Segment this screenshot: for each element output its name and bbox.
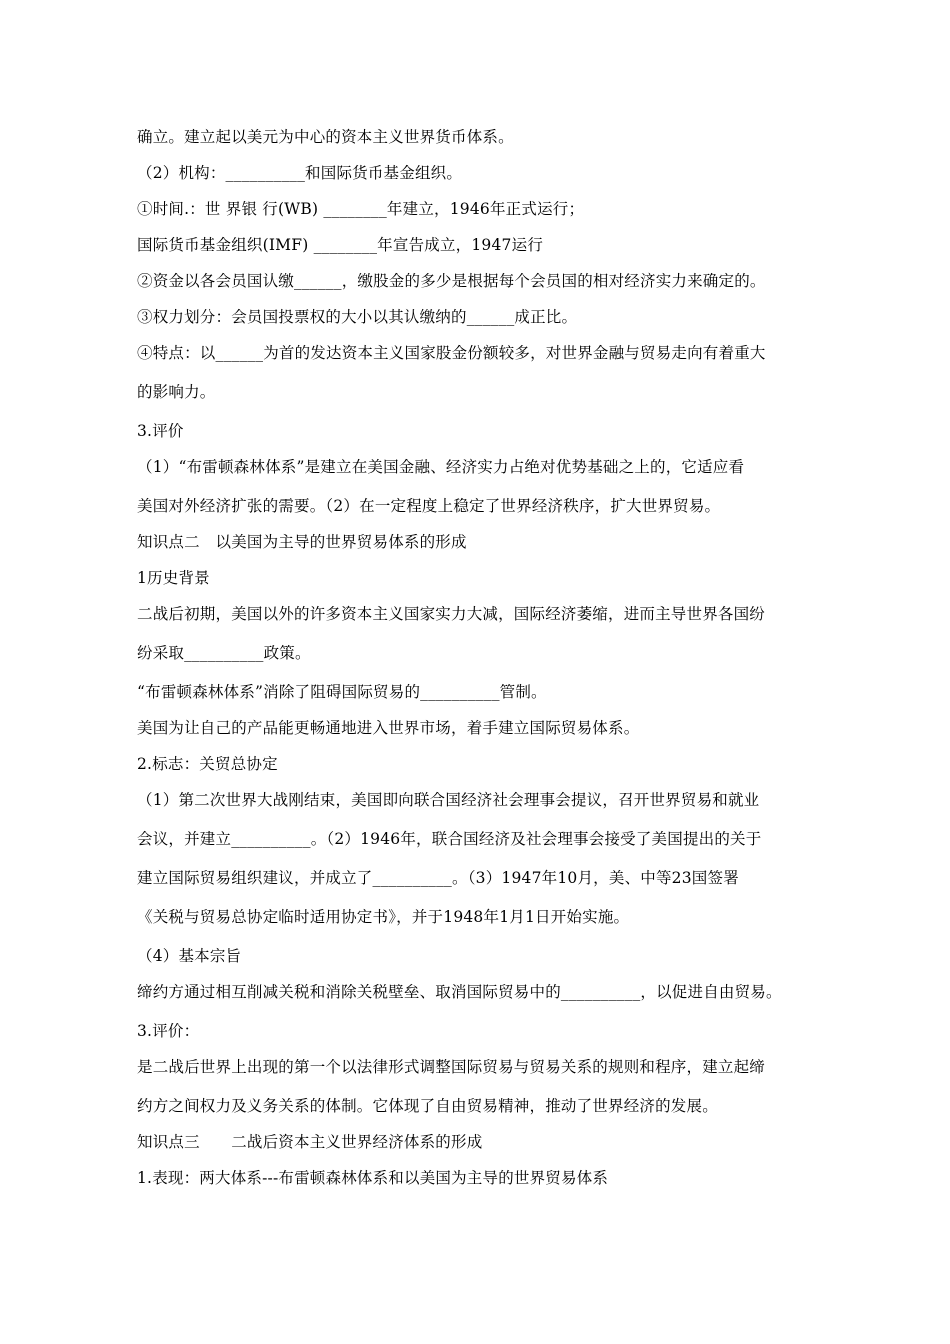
text-line: ①时间.：世 界银 行(WB) ________年建立，1946年正式运行； bbox=[137, 200, 585, 218]
text-line: 建立国际贸易组织建议，并成立了__________。（3）1947年10月，美、中等23国签署 bbox=[137, 869, 739, 887]
text-line: 缔约方通过相互削减关税和消除关税壁垒、取消国际贸易中的__________，以促进自由贸易。 bbox=[137, 983, 782, 1001]
text-line: 是二战后世界上出现的第一个以法律形式调整国际贸易与贸易关系的规则和程序，建立起缔 bbox=[137, 1058, 766, 1076]
text-line: 美国对外经济扩张的需要。（2）在一定程度上稳定了世界经济秩序，扩大世界贸易。 bbox=[137, 497, 721, 515]
text-line: （4）基本宗旨 bbox=[137, 947, 242, 965]
text-line: 会议，并建立__________。（2）1946年，联合国经济及社会理事会接受了美国提出的关于 bbox=[137, 830, 762, 848]
section-heading: 2.标志：关贸总协定 bbox=[137, 755, 278, 773]
text-line: 1.表现：两大体系---布雷顿森林体系和以美国为主导的世界贸易体系 bbox=[137, 1169, 609, 1187]
knowledge-point-heading: 知识点二 以美国为主导的世界贸易体系的形成 bbox=[137, 533, 467, 551]
text-line: 美国为让自己的产品能更畅通地进入世界市场，着手建立国际贸易体系。 bbox=[137, 719, 640, 737]
section-heading: 3.评价 bbox=[137, 422, 184, 440]
text-line: 二战后初期，美国以外的许多资本主义国家实力大减，国际经济萎缩，进而主导世界各国纷 bbox=[137, 605, 766, 623]
text-line: 的影响力。 bbox=[137, 383, 216, 401]
text-line: 纷采取__________政策。 bbox=[137, 644, 311, 662]
text-line: （2）机构：__________和国际货币基金组织。 bbox=[137, 164, 463, 182]
text-line: 国际货币基金组织(IMF) ________年宣告成立，1947运行 bbox=[137, 236, 544, 254]
text-line: （1）“布雷顿森林体系”是建立在美国金融、经济实力占绝对优势基础之上的，它适应看 bbox=[137, 458, 745, 476]
text-line: 《关税与贸易总协定临时适用协定书》，并于1948年1月1日开始实施。 bbox=[137, 908, 630, 926]
text-line: 确立。建立起以美元为中心的资本主义世界货币体系。 bbox=[137, 128, 514, 146]
text-line: “布雷顿森林体系”消除了阻碍国际贸易的__________管制。 bbox=[137, 683, 547, 701]
text-line: ②资金以各会员国认缴______，缴股金的多少是根据每个会员国的相对经济实力来确定的。 bbox=[137, 272, 766, 290]
text-line: ④特点：以______为首的发达资本主义国家股金份额较多，对世界金融与贸易走向有着重大 bbox=[137, 344, 766, 362]
text-line: ③权力划分：会员国投票权的大小以其认缴纳的______成正比。 bbox=[137, 308, 578, 326]
section-heading: 1历史背景 bbox=[137, 569, 210, 587]
knowledge-point-heading: 知识点三 二战后资本主义世界经济体系的形成 bbox=[137, 1133, 483, 1151]
text-line: （1）第二次世界大战刚结束，美国即向联合国经济社会理事会提议，召开世界贸易和就业 bbox=[137, 791, 760, 809]
text-line: 约方之间权力及义务关系的体制。它体现了自由贸易精神，推动了世界经济的发展。 bbox=[137, 1097, 718, 1115]
section-heading: 3.评价： bbox=[137, 1022, 200, 1040]
